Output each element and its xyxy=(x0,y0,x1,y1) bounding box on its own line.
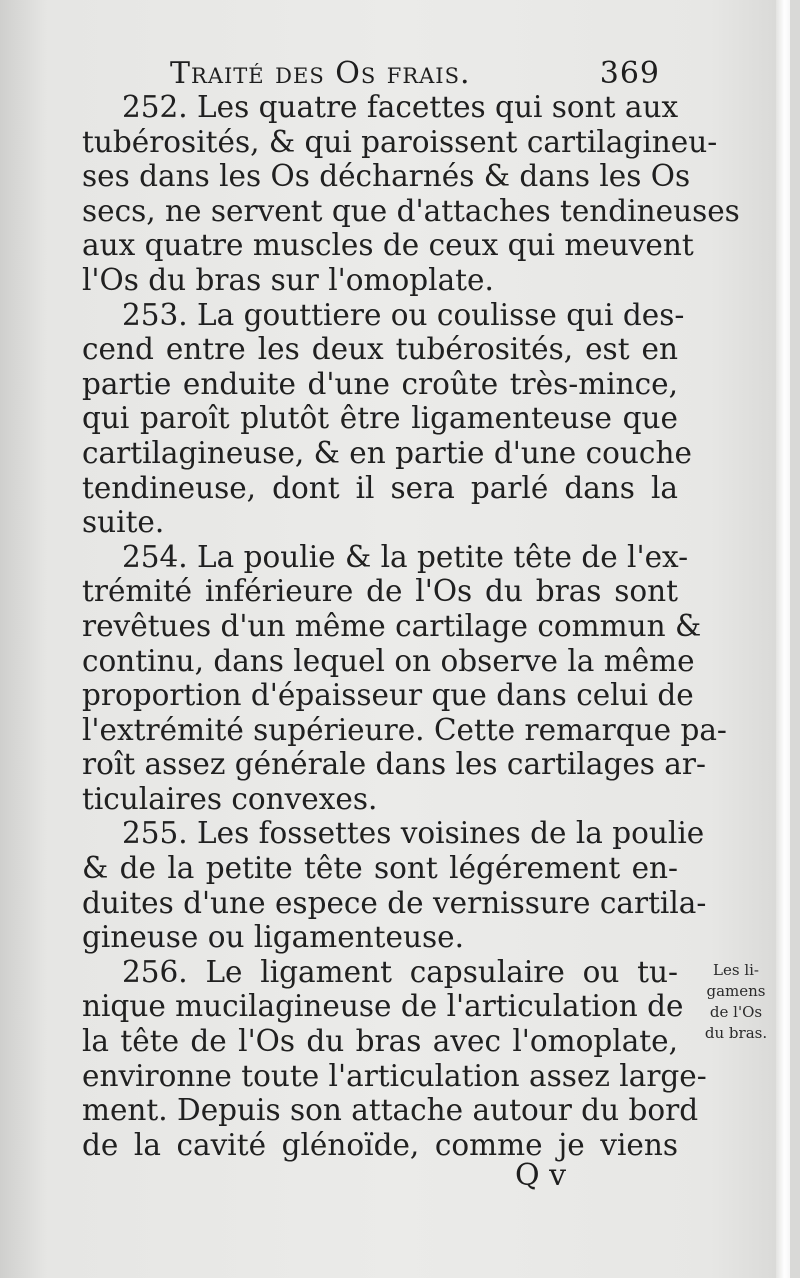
text-line: ticulaires convexes. xyxy=(82,781,378,816)
text-line: environne toute l'articulation assez large- xyxy=(82,1058,707,1093)
running-title: Traité des Os frais. xyxy=(170,56,471,91)
text-line: roît assez générale dans les cartilages ar- xyxy=(82,747,706,782)
text-line: 252. Les quatre facettes qui sont aux xyxy=(122,90,679,124)
margin-note-line: du bras. xyxy=(704,1024,768,1042)
text-line: ses dans les Os décharnés & dans les Os xyxy=(82,159,691,194)
text-line: cartilagineuse, & en partie d'une couche xyxy=(82,435,692,470)
text-line: tendineuse, dont il sera parlé dans la xyxy=(82,470,678,505)
margin-note-line: de l'Os xyxy=(709,1003,763,1021)
catchword: Q v xyxy=(515,1158,567,1193)
text-line: suite. xyxy=(82,505,165,540)
text-line: qui paroît plutôt être ligamenteuse que xyxy=(82,401,678,436)
margin-note xyxy=(686,960,786,1044)
text-line: tubérosités, & qui paroissent cartilagineu- xyxy=(82,124,718,159)
text-line: 254. La poulie & la petite tête de l'ex- xyxy=(122,539,689,574)
text-line: 256. Le ligament capsulaire ou tu- xyxy=(122,954,678,989)
margin-note-line: gamens xyxy=(706,982,766,1000)
running-header xyxy=(170,56,670,91)
text-line: nique mucilagineuse de l'articulation de xyxy=(82,989,684,1024)
text-line: revêtues d'un même cartilage commun & xyxy=(82,608,702,643)
text-line: proportion d'épaisseur que dans celui de xyxy=(82,678,694,713)
text-line: trémité inférieure de l'Os du bras sont xyxy=(82,574,678,609)
text-line: aux quatre muscles de ceux qui meuvent xyxy=(82,228,694,263)
text-line: 253. La gouttiere ou coulisse qui des- xyxy=(122,297,685,332)
text-line: de la cavité glénoïde, comme je viens xyxy=(82,1127,678,1162)
text-line: la tête de l'Os du bras avec l'omoplate, xyxy=(82,1024,678,1059)
text-line: duites d'une espece de vernissure cartila- xyxy=(82,885,707,920)
text-line: partie enduite d'une croûte très-mince, xyxy=(82,366,678,401)
margin-note-line: Les li- xyxy=(713,961,759,979)
text-line: l'Os du bras sur l'omoplate. xyxy=(82,262,494,297)
page-number: 369 xyxy=(599,56,660,91)
page-edge xyxy=(776,0,790,1278)
text-line: cend entre les deux tubérosités, est en xyxy=(82,332,678,367)
text-line: gineuse ou ligamenteuse. xyxy=(82,920,464,955)
text-line: secs, ne servent que d'attaches tendineuses xyxy=(82,193,740,228)
text-line: ment. Depuis son attache autour du bord xyxy=(82,1093,699,1128)
text-line: l'extrémité supérieure. Cette remarque pa- xyxy=(82,712,727,747)
text-line: continu, dans lequel on observe la même xyxy=(82,643,695,678)
text-line: 255. Les fossettes voisines de la poulie xyxy=(122,816,705,851)
text-line: & de la petite tête sont légérement en- xyxy=(82,851,678,886)
